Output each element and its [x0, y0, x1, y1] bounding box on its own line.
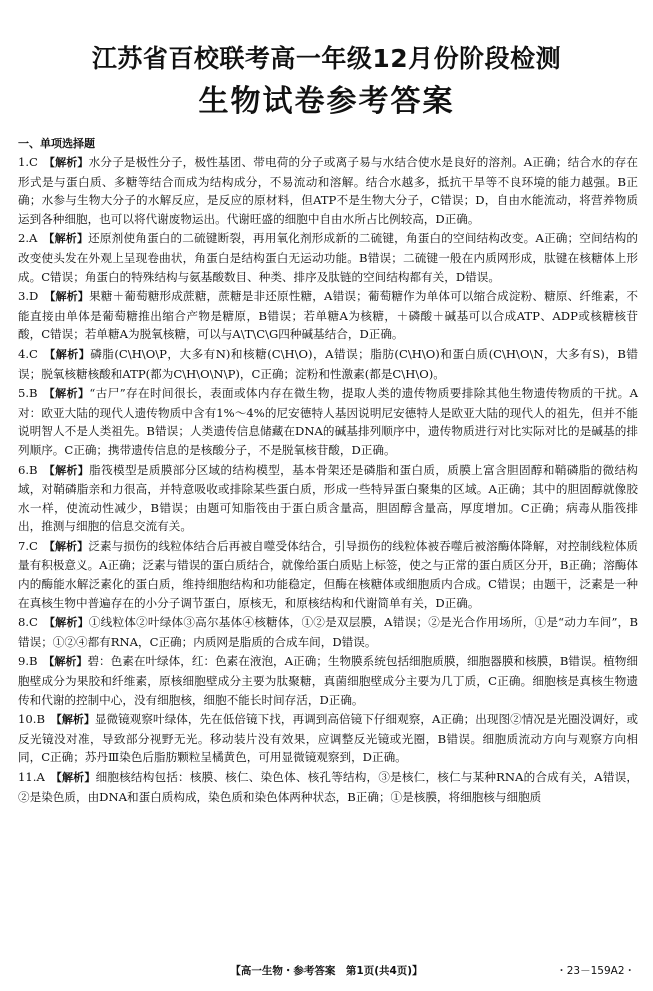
answer-item — [18, 384, 638, 459]
answer-item — [18, 345, 638, 383]
answer-explanation: 还原剂使角蛋白的二硫键断裂，再用氧化剂形成新的二硫键，角蛋白的空间结构改变。A正确；空间结构的改变使头发在外观上呈现卷曲状，角蛋白是结构蛋白无运动功能。B错误；二硫键一般在内质网形成，肽键在核糖体上形成。C错误；角蛋白的特殊结构与氨基酸数目、种类、排序及肽链的空间结构都有关，D错误。 — [18, 231, 638, 284]
answer-number: 9.B — [18, 654, 38, 669]
footer-page-info: 【高一生物・参考答案 第1页(共4页)】 — [230, 965, 423, 977]
analysis-tag: 【解析】 — [43, 463, 90, 477]
answer-item — [18, 153, 638, 228]
answer-item — [18, 537, 638, 612]
page-footer — [0, 963, 653, 979]
answer-number: 1.C — [18, 155, 38, 169]
answer-list — [18, 153, 638, 807]
analysis-tag: 【解析】 — [50, 713, 95, 727]
answer-explanation: 脂筏模型是质膜部分区域的结构模型，基本骨架还是磷脂和蛋白质，质膜上富含胆固醇和鞘磷脂的微结构域，对鞘磷脂亲和力很高，并特意吸收或排除某些蛋白质，形成一些特异蛋白聚集的区域。A正确；其中的胆固醇就像胶水一样，使流动性减少，B错误；由题可知脂筏由于蛋白质含量高，胆固醇含量高，厚度增加。C正确；病毒从脂筏排出，推测与细胞的信息交流有关。 — [18, 462, 638, 534]
analysis-tag: 【解析】 — [43, 232, 89, 246]
answer-item — [18, 613, 638, 651]
answer-number: 3.D — [18, 289, 39, 304]
answer-item — [18, 652, 638, 709]
analysis-tag: 【解析】 — [43, 539, 89, 553]
answer-item — [18, 461, 638, 536]
answer-number: 5.B — [18, 386, 38, 401]
answer-explanation: 磷脂(C\H\O\P，大多有N)和核糖(C\H\O)，A错误；脂肪(C\H\O)和蛋白质(C\H\O\N，大多有S)，B错误；脱氧核糖核酸和ATP(都为C\H\O\N\P)，C正确；淀粉和性激素(都是C\H\O)。 — [18, 346, 639, 381]
answer-explanation: ①线粒体②叶绿体③高尔基体④核糖体，①②是双层膜，A错误；②是光合作用场所，①是“动力车间”，B错误；①②④都有RNA，C正确；内质网是脂质的合成车间，D错误。 — [18, 615, 639, 649]
answer-explanation: 泛素与损伤的线粒体结合后再被自噬受体结合，引导损伤的线粒体被吞噬后被溶酶体降解，对控制线粒体质量有积极意义。A正确；泛素与错误的蛋白质结合，就像给蛋白质贴上标签，使之与正常的蛋白质区分开，B正确；溶酶体内的酶能水解泛素化的蛋白质，维持细胞结构和功能稳定，但酶在核糖体或细胞质内合成。C错误；由题干，泛素是一种在真核生物中普遍存在的小分子调节蛋白，原核无，和原核结构和代谢简单有关，D正确。 — [18, 538, 638, 610]
answer-explanation: 果糖＋葡萄糖形成蔗糖，蔗糖是非还原性糖，A错误；葡萄糖作为单体可以缩合成淀粉、糖原、纤维素，不能直接由单体是葡萄糖推出缩合产物是糖原，B错误；若单糖A为核糖，＋磷酸＋碱基可以合成ATP、ADP或核糖核苷酸，C错误；若单糖A为脱氧核糖，可以与A\T\C\G四种碱基结合，D正确。 — [18, 289, 638, 342]
answer-explanation: 水分子是极性分子，极性基团、带电荷的分子或离子易与水结合使水是良好的溶剂。A正确；结合水的存在形式是与蛋白质、多糖等结合而成为结构成分，不易流动和溶解。结合水越多，抵抗干旱等不良环境的能力越强。B正确；水参与生物大分子的水解反应，是反应的原材料，但ATP不是生物大分子，C错误；D，自由水能流动，将营养物质运到各种细胞，也可以将代谢废物运出。代谢旺盛的细胞中自由水所占比例较高，D正确。 — [18, 155, 638, 226]
analysis-tag: 【解析】 — [44, 290, 89, 304]
answer-explanation: 细胞核结构包括：核膜、核仁、染色体、核孔等结构，③是核仁，核仁与某种RNA的合成有关，A错误，②是染色质，由DNA和蛋白质构成，染色质和染色体两种状态，B正确；①是核膜，将细胞核与细胞质 — [18, 770, 639, 804]
answer-item — [18, 710, 638, 767]
answer-item — [18, 229, 638, 286]
analysis-tag: 【解析】 — [43, 156, 89, 169]
footer-code: ・23－159A2・ — [556, 965, 635, 977]
answer-number: 8.C — [18, 615, 38, 630]
answer-number: 6.B — [18, 462, 38, 477]
answer-number: 11.A — [18, 770, 45, 784]
analysis-tag: 【解析】 — [43, 347, 91, 361]
document-subtitle: 生物试卷参考答案 — [198, 84, 455, 119]
analysis-tag: 【解析】 — [43, 387, 90, 401]
answer-item — [18, 287, 638, 344]
answer-explanation: “古尸”存在时间很长，表面或体内存在微生物，提取人类的遗传物质要排除其他生物遗传物质的干扰。A对：欧亚大陆的现代人遗传物质中含有1%～4%的尼安德特人基因说明尼安德特人是欧亚大陆的现代人的祖先，但并不能说明智人不是人类祖先。B错误；人类遗传信息储藏在DNA的碱基排列顺序中，遗传物质进行对比实际对比的是碱基的排列顺序。C正确；携带遗传信息的是核酸分子，不是脱氧核苷酸，D正确。 — [18, 386, 639, 457]
analysis-tag: 【解析】 — [43, 616, 89, 630]
answer-number: 4.C — [18, 346, 38, 361]
answer-explanation: 显微镜观察叶绿体，先在低倍镜下找，再调到高倍镜下仔细观察，A正确；出现图②情况是光圈没调好，或反光镜没对准，导致部分视野无光。移动装片没有效果，应调整反光镜或光圈，B错误。细胞质流动方向与观察方向相同，C正确；苏丹Ⅲ染色后脂肪颗粒呈橘黄色，可用显微镜观察到，D正确。 — [18, 712, 638, 765]
answer-number: 10.B — [18, 712, 45, 727]
analysis-tag: 【解析】 — [50, 771, 96, 784]
answer-number: 2.A — [18, 231, 38, 246]
analysis-tag: 【解析】 — [43, 655, 88, 669]
section-heading: 一、单项选择题 — [18, 137, 95, 150]
exam-title: 江苏省百校联考高一年级12月份阶段检测 — [91, 44, 562, 73]
answer-explanation: 碧：色素在叶绿体，红：色素在液泡，A正确；生物膜系统包括细胞质膜，细胞器膜和核膜，B错误。植物细胞壁成分为果胶和纤维素，原核细胞壁成分主要为肽聚糖，真菌细胞壁成分主要为几丁质，C正确。细胞核是真核生物遗传和代谢的控制中心，没有细胞核，细胞不能长时间存活，D正确。 — [18, 654, 638, 707]
answer-number: 7.C — [18, 538, 38, 553]
answer-item — [18, 768, 638, 806]
